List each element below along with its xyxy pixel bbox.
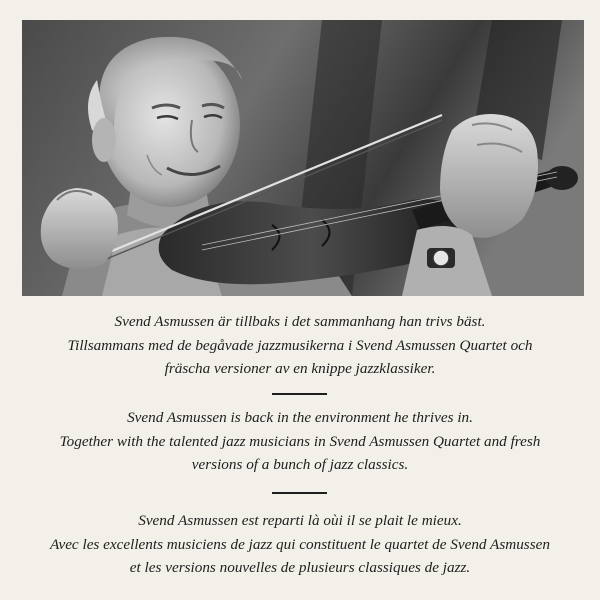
swedish-line-1: Svend Asmussen är tillbaks i det sammanhang han trivs bäst. <box>114 313 486 330</box>
swedish-line-2: Tillsammans med de begåvade jazzmusikerna i Svend Asmussen Quartet och <box>67 336 533 354</box>
english-text <box>0 406 600 477</box>
swedish-text <box>0 310 600 381</box>
section-divider <box>272 492 327 494</box>
section-divider <box>272 393 327 395</box>
french-text <box>0 509 600 580</box>
violinist-photo <box>22 20 584 296</box>
english-line-3: versions of a bunch of jazz classics. <box>191 456 409 473</box>
french-line-3: et les versions nouvelles de plusieurs classiques de jazz. <box>129 559 471 576</box>
french-line-2: Avec les excellents musiciens de jazz qui constituent le quartet de Svend Asmussen <box>50 535 550 553</box>
swedish-line-3: fräscha versioner av en knippe jazzklassiker. <box>164 360 436 377</box>
english-line-1: Svend Asmussen is back in the environment he thrives in. <box>127 409 473 426</box>
english-line-2: Together with the talented jazz musicians in Svend Asmussen Quartet and fresh <box>59 432 541 450</box>
french-line-1: Svend Asmussen est reparti là oùi il se plait le mieux. <box>138 512 462 529</box>
